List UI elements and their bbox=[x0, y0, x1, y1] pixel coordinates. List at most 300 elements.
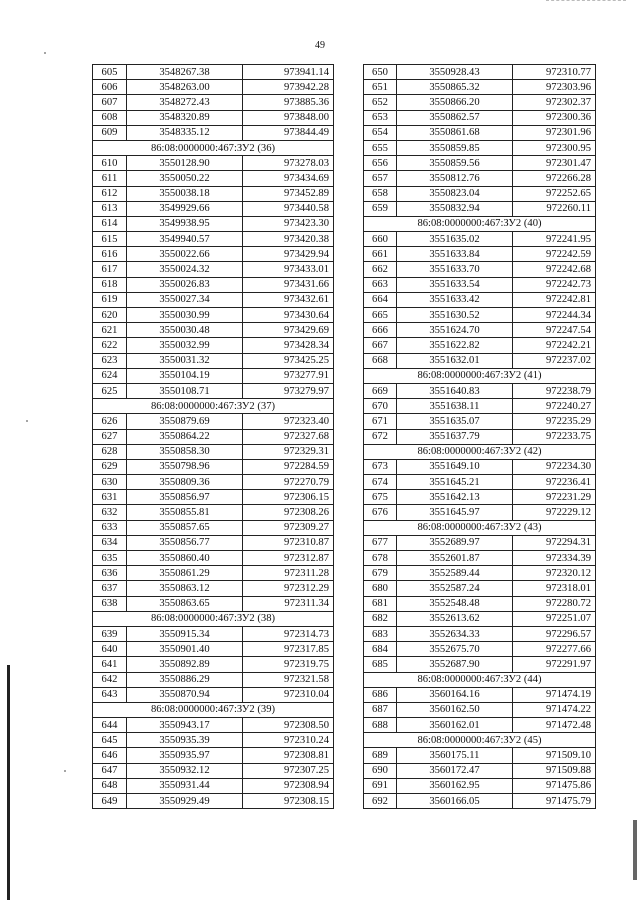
x-coordinate-cell: 3550929.49 bbox=[127, 794, 243, 809]
y-coordinate-cell: 972244.34 bbox=[513, 308, 596, 323]
x-coordinate-cell: 3550870.94 bbox=[127, 687, 243, 702]
y-coordinate-cell: 972308.15 bbox=[243, 794, 334, 809]
y-coordinate-cell: 973423.30 bbox=[243, 216, 334, 231]
point-number-cell: 669 bbox=[364, 383, 397, 398]
y-coordinate-cell: 972234.30 bbox=[513, 459, 596, 474]
y-coordinate-cell: 972231.29 bbox=[513, 490, 596, 505]
table-row bbox=[93, 110, 334, 125]
table-row bbox=[364, 247, 596, 262]
section-header-label: 86:08:0000000:467:ЗУ2 (42) bbox=[364, 444, 596, 459]
y-coordinate-cell: 972317.85 bbox=[243, 642, 334, 657]
table-row bbox=[93, 718, 334, 733]
point-number-cell: 672 bbox=[364, 429, 397, 444]
x-coordinate-cell: 3550859.56 bbox=[397, 156, 513, 171]
x-coordinate-cell: 3548263.00 bbox=[127, 80, 243, 95]
y-coordinate-cell: 973452.89 bbox=[243, 186, 334, 201]
y-coordinate-cell: 972300.36 bbox=[513, 110, 596, 125]
x-coordinate-cell: 3550031.32 bbox=[127, 353, 243, 368]
y-coordinate-cell: 973428.34 bbox=[243, 338, 334, 353]
point-number-cell: 629 bbox=[93, 459, 127, 474]
table-row bbox=[364, 110, 596, 125]
x-coordinate-cell: 3550855.81 bbox=[127, 505, 243, 520]
y-coordinate-cell: 972312.29 bbox=[243, 581, 334, 596]
table-row bbox=[93, 201, 334, 216]
point-number-cell: 674 bbox=[364, 475, 397, 490]
y-coordinate-cell: 972314.73 bbox=[243, 626, 334, 641]
y-coordinate-cell: 972311.28 bbox=[243, 566, 334, 581]
point-number-cell: 680 bbox=[364, 581, 397, 596]
section-header-row bbox=[93, 140, 334, 155]
y-coordinate-cell: 972242.81 bbox=[513, 292, 596, 307]
x-coordinate-cell: 3550038.18 bbox=[127, 186, 243, 201]
table-row bbox=[364, 95, 596, 110]
point-number-cell: 640 bbox=[93, 642, 127, 657]
table-row bbox=[93, 125, 334, 140]
table-row bbox=[364, 232, 596, 247]
page-number: 49 bbox=[315, 40, 325, 51]
x-coordinate-cell: 3550943.17 bbox=[127, 718, 243, 733]
table-row bbox=[364, 323, 596, 338]
x-coordinate-cell: 3550032.99 bbox=[127, 338, 243, 353]
y-coordinate-cell: 972306.15 bbox=[243, 490, 334, 505]
x-coordinate-cell: 3560166.05 bbox=[397, 794, 513, 809]
x-coordinate-cell: 3551635.07 bbox=[397, 414, 513, 429]
table-row bbox=[364, 186, 596, 201]
point-number-cell: 651 bbox=[364, 80, 397, 95]
point-number-cell: 676 bbox=[364, 505, 397, 520]
section-header-row bbox=[364, 216, 596, 231]
table-row bbox=[364, 262, 596, 277]
y-coordinate-cell: 973433.01 bbox=[243, 262, 334, 277]
x-coordinate-cell: 3551645.21 bbox=[397, 475, 513, 490]
y-coordinate-cell: 972334.39 bbox=[513, 551, 596, 566]
table-row bbox=[93, 444, 334, 459]
y-coordinate-cell: 972242.59 bbox=[513, 247, 596, 262]
section-header-label: 86:08:0000000:467:ЗУ2 (45) bbox=[364, 733, 596, 748]
point-number-cell: 639 bbox=[93, 626, 127, 641]
x-coordinate-cell: 3550812.76 bbox=[397, 171, 513, 186]
table-row bbox=[364, 626, 596, 641]
table-row bbox=[364, 383, 596, 398]
y-coordinate-cell: 972242.68 bbox=[513, 262, 596, 277]
table-row bbox=[93, 505, 334, 520]
x-coordinate-cell: 3560162.50 bbox=[397, 702, 513, 717]
table-row bbox=[364, 80, 596, 95]
point-number-cell: 654 bbox=[364, 125, 397, 140]
point-number-cell: 625 bbox=[93, 383, 127, 398]
point-number-cell: 663 bbox=[364, 277, 397, 292]
table-row bbox=[93, 551, 334, 566]
table-row bbox=[364, 642, 596, 657]
y-coordinate-cell: 972300.95 bbox=[513, 140, 596, 155]
section-header-label: 86:08:0000000:467:ЗУ2 (36) bbox=[93, 140, 334, 155]
y-coordinate-cell: 973277.91 bbox=[243, 368, 334, 383]
point-number-cell: 643 bbox=[93, 687, 127, 702]
point-number-cell: 679 bbox=[364, 566, 397, 581]
x-coordinate-cell: 3550886.29 bbox=[127, 672, 243, 687]
point-number-cell: 611 bbox=[93, 171, 127, 186]
point-number-cell: 630 bbox=[93, 475, 127, 490]
x-coordinate-cell: 3551635.02 bbox=[397, 232, 513, 247]
x-coordinate-cell: 3550865.32 bbox=[397, 80, 513, 95]
section-header-row bbox=[93, 399, 334, 414]
x-coordinate-cell: 3548335.12 bbox=[127, 125, 243, 140]
x-coordinate-cell: 3550798.96 bbox=[127, 459, 243, 474]
section-header-row bbox=[364, 368, 596, 383]
table-row bbox=[364, 308, 596, 323]
table-row bbox=[364, 535, 596, 550]
point-number-cell: 659 bbox=[364, 201, 397, 216]
point-number-cell: 668 bbox=[364, 353, 397, 368]
point-number-cell: 681 bbox=[364, 596, 397, 611]
section-header-row bbox=[364, 672, 596, 687]
point-number-cell: 633 bbox=[93, 520, 127, 535]
x-coordinate-cell: 3552675.70 bbox=[397, 642, 513, 657]
x-coordinate-cell: 3550901.40 bbox=[127, 642, 243, 657]
table-row bbox=[93, 672, 334, 687]
table-row bbox=[364, 338, 596, 353]
point-number-cell: 637 bbox=[93, 581, 127, 596]
x-coordinate-cell: 3551649.10 bbox=[397, 459, 513, 474]
point-number-cell: 678 bbox=[364, 551, 397, 566]
table-row bbox=[364, 140, 596, 155]
table-row bbox=[364, 490, 596, 505]
y-coordinate-cell: 972310.87 bbox=[243, 535, 334, 550]
section-header-label: 86:08:0000000:467:ЗУ2 (44) bbox=[364, 672, 596, 687]
x-coordinate-cell: 3551633.70 bbox=[397, 262, 513, 277]
table-row bbox=[364, 794, 596, 809]
x-coordinate-cell: 3550858.30 bbox=[127, 444, 243, 459]
y-coordinate-cell: 973429.69 bbox=[243, 323, 334, 338]
table-row bbox=[364, 475, 596, 490]
point-number-cell: 642 bbox=[93, 672, 127, 687]
x-coordinate-cell: 3550879.69 bbox=[127, 414, 243, 429]
x-coordinate-cell: 3551632.01 bbox=[397, 353, 513, 368]
section-header-row bbox=[93, 611, 334, 626]
x-coordinate-cell: 3560162.01 bbox=[397, 718, 513, 733]
y-coordinate-cell: 973885.36 bbox=[243, 95, 334, 110]
x-coordinate-cell: 3550030.48 bbox=[127, 323, 243, 338]
x-coordinate-cell: 3560172.47 bbox=[397, 763, 513, 778]
table-row bbox=[93, 687, 334, 702]
point-number-cell: 615 bbox=[93, 232, 127, 247]
table-row bbox=[93, 353, 334, 368]
x-coordinate-cell: 3550027.34 bbox=[127, 292, 243, 307]
point-number-cell: 622 bbox=[93, 338, 127, 353]
x-coordinate-cell: 3550864.22 bbox=[127, 429, 243, 444]
point-number-cell: 646 bbox=[93, 748, 127, 763]
point-number-cell: 606 bbox=[93, 80, 127, 95]
x-coordinate-cell: 3552613.62 bbox=[397, 611, 513, 626]
table-row bbox=[364, 596, 596, 611]
x-coordinate-cell: 3552589.44 bbox=[397, 566, 513, 581]
x-coordinate-cell: 3550832.94 bbox=[397, 201, 513, 216]
point-number-cell: 662 bbox=[364, 262, 397, 277]
y-coordinate-cell: 972260.11 bbox=[513, 201, 596, 216]
point-number-cell: 618 bbox=[93, 277, 127, 292]
table-row bbox=[93, 247, 334, 262]
x-coordinate-cell: 3560164.16 bbox=[397, 687, 513, 702]
table-row bbox=[364, 551, 596, 566]
table-row bbox=[93, 581, 334, 596]
x-coordinate-cell: 3550935.97 bbox=[127, 748, 243, 763]
point-number-cell: 636 bbox=[93, 566, 127, 581]
y-coordinate-cell: 972311.34 bbox=[243, 596, 334, 611]
x-coordinate-cell: 3550861.29 bbox=[127, 566, 243, 581]
point-number-cell: 688 bbox=[364, 718, 397, 733]
point-number-cell: 664 bbox=[364, 292, 397, 307]
point-number-cell: 686 bbox=[364, 687, 397, 702]
table-row bbox=[364, 748, 596, 763]
x-coordinate-cell: 3550861.68 bbox=[397, 125, 513, 140]
scan-speck bbox=[44, 52, 46, 54]
point-number-cell: 644 bbox=[93, 718, 127, 733]
table-row bbox=[364, 353, 596, 368]
table-row bbox=[93, 338, 334, 353]
y-coordinate-cell: 972284.59 bbox=[243, 459, 334, 474]
point-number-cell: 616 bbox=[93, 247, 127, 262]
table-row bbox=[93, 308, 334, 323]
point-number-cell: 620 bbox=[93, 308, 127, 323]
y-coordinate-cell: 972241.95 bbox=[513, 232, 596, 247]
point-number-cell: 682 bbox=[364, 611, 397, 626]
x-coordinate-cell: 3551630.52 bbox=[397, 308, 513, 323]
y-coordinate-cell: 972301.96 bbox=[513, 125, 596, 140]
section-header-label: 86:08:0000000:467:ЗУ2 (40) bbox=[364, 216, 596, 231]
y-coordinate-cell: 971509.10 bbox=[513, 748, 596, 763]
y-coordinate-cell: 972321.58 bbox=[243, 672, 334, 687]
point-number-cell: 667 bbox=[364, 338, 397, 353]
point-number-cell: 626 bbox=[93, 414, 127, 429]
point-number-cell: 661 bbox=[364, 247, 397, 262]
x-coordinate-cell: 3550823.04 bbox=[397, 186, 513, 201]
y-coordinate-cell: 972277.66 bbox=[513, 642, 596, 657]
point-number-cell: 691 bbox=[364, 778, 397, 793]
table-row bbox=[93, 262, 334, 277]
y-coordinate-cell: 972310.04 bbox=[243, 687, 334, 702]
point-number-cell: 684 bbox=[364, 642, 397, 657]
y-coordinate-cell: 973429.94 bbox=[243, 247, 334, 262]
table-row bbox=[93, 65, 334, 80]
x-coordinate-cell: 3550026.83 bbox=[127, 277, 243, 292]
table-row bbox=[364, 566, 596, 581]
point-number-cell: 671 bbox=[364, 414, 397, 429]
section-header-row bbox=[364, 444, 596, 459]
x-coordinate-cell: 3551645.97 bbox=[397, 505, 513, 520]
table-row bbox=[364, 277, 596, 292]
x-coordinate-cell: 3550935.39 bbox=[127, 733, 243, 748]
point-number-cell: 632 bbox=[93, 505, 127, 520]
point-number-cell: 656 bbox=[364, 156, 397, 171]
table-row bbox=[93, 156, 334, 171]
coordinates-table-right bbox=[363, 64, 596, 809]
x-coordinate-cell: 3548272.43 bbox=[127, 95, 243, 110]
table-row bbox=[93, 459, 334, 474]
table-row bbox=[364, 581, 596, 596]
y-coordinate-cell: 972242.21 bbox=[513, 338, 596, 353]
point-number-cell: 658 bbox=[364, 186, 397, 201]
x-coordinate-cell: 3551633.54 bbox=[397, 277, 513, 292]
point-number-cell: 607 bbox=[93, 95, 127, 110]
y-coordinate-cell: 972319.75 bbox=[243, 657, 334, 672]
y-coordinate-cell: 972270.79 bbox=[243, 475, 334, 490]
x-coordinate-cell: 3550928.43 bbox=[397, 65, 513, 80]
point-number-cell: 657 bbox=[364, 171, 397, 186]
y-coordinate-cell: 971472.48 bbox=[513, 718, 596, 733]
x-coordinate-cell: 3550859.85 bbox=[397, 140, 513, 155]
x-coordinate-cell: 3550860.40 bbox=[127, 551, 243, 566]
table-row bbox=[93, 95, 334, 110]
y-coordinate-cell: 972242.73 bbox=[513, 277, 596, 292]
table-row bbox=[93, 232, 334, 247]
x-coordinate-cell: 3551640.83 bbox=[397, 383, 513, 398]
table-row bbox=[93, 520, 334, 535]
x-coordinate-cell: 3552601.87 bbox=[397, 551, 513, 566]
y-coordinate-cell: 973430.64 bbox=[243, 308, 334, 323]
y-coordinate-cell: 973279.97 bbox=[243, 383, 334, 398]
x-coordinate-cell: 3550104.19 bbox=[127, 368, 243, 383]
x-coordinate-cell: 3550024.32 bbox=[127, 262, 243, 277]
x-coordinate-cell: 3551633.42 bbox=[397, 292, 513, 307]
x-coordinate-cell: 3548320.89 bbox=[127, 110, 243, 125]
table-row bbox=[93, 414, 334, 429]
x-coordinate-cell: 3552634.33 bbox=[397, 626, 513, 641]
point-number-cell: 648 bbox=[93, 778, 127, 793]
table-row bbox=[93, 292, 334, 307]
y-coordinate-cell: 972308.50 bbox=[243, 718, 334, 733]
table-row bbox=[93, 596, 334, 611]
y-coordinate-cell: 972303.96 bbox=[513, 80, 596, 95]
x-coordinate-cell: 3549938.95 bbox=[127, 216, 243, 231]
point-number-cell: 692 bbox=[364, 794, 397, 809]
y-coordinate-cell: 972237.02 bbox=[513, 353, 596, 368]
coordinates-table-left-body bbox=[93, 65, 334, 809]
table-row bbox=[93, 323, 334, 338]
point-number-cell: 638 bbox=[93, 596, 127, 611]
table-row bbox=[364, 156, 596, 171]
y-coordinate-cell: 972291.97 bbox=[513, 657, 596, 672]
point-number-cell: 665 bbox=[364, 308, 397, 323]
x-coordinate-cell: 3550809.36 bbox=[127, 475, 243, 490]
point-number-cell: 608 bbox=[93, 110, 127, 125]
x-coordinate-cell: 3551622.82 bbox=[397, 338, 513, 353]
y-coordinate-cell: 972301.47 bbox=[513, 156, 596, 171]
section-header-label: 86:08:0000000:467:ЗУ2 (38) bbox=[93, 611, 334, 626]
y-coordinate-cell: 973434.69 bbox=[243, 171, 334, 186]
point-number-cell: 683 bbox=[364, 626, 397, 641]
table-row bbox=[93, 535, 334, 550]
point-number-cell: 619 bbox=[93, 292, 127, 307]
x-coordinate-cell: 3551638.11 bbox=[397, 399, 513, 414]
scan-edge-bar bbox=[7, 665, 10, 900]
table-row bbox=[364, 429, 596, 444]
y-coordinate-cell: 973844.49 bbox=[243, 125, 334, 140]
x-coordinate-cell: 3550050.22 bbox=[127, 171, 243, 186]
y-coordinate-cell: 972320.12 bbox=[513, 566, 596, 581]
scan-speck bbox=[26, 420, 28, 422]
table-row bbox=[93, 794, 334, 809]
x-coordinate-cell: 3550030.99 bbox=[127, 308, 243, 323]
table-row bbox=[364, 292, 596, 307]
y-coordinate-cell: 971509.88 bbox=[513, 763, 596, 778]
table-row bbox=[93, 171, 334, 186]
y-coordinate-cell: 972312.87 bbox=[243, 551, 334, 566]
y-coordinate-cell: 972240.27 bbox=[513, 399, 596, 414]
table-row bbox=[93, 383, 334, 398]
point-number-cell: 650 bbox=[364, 65, 397, 80]
table-row bbox=[364, 414, 596, 429]
scan-edge-bar bbox=[633, 820, 637, 880]
y-coordinate-cell: 972308.94 bbox=[243, 778, 334, 793]
x-coordinate-cell: 3551642.13 bbox=[397, 490, 513, 505]
table-row bbox=[93, 186, 334, 201]
point-number-cell: 627 bbox=[93, 429, 127, 444]
y-coordinate-cell: 971475.86 bbox=[513, 778, 596, 793]
x-coordinate-cell: 3560162.95 bbox=[397, 778, 513, 793]
point-number-cell: 653 bbox=[364, 110, 397, 125]
section-header-label: 86:08:0000000:467:ЗУ2 (41) bbox=[364, 368, 596, 383]
coordinates-table-left bbox=[92, 64, 334, 809]
point-number-cell: 677 bbox=[364, 535, 397, 550]
x-coordinate-cell: 3550856.77 bbox=[127, 535, 243, 550]
x-coordinate-cell: 3551637.79 bbox=[397, 429, 513, 444]
point-number-cell: 617 bbox=[93, 262, 127, 277]
point-number-cell: 673 bbox=[364, 459, 397, 474]
y-coordinate-cell: 973432.61 bbox=[243, 292, 334, 307]
y-coordinate-cell: 973941.14 bbox=[243, 65, 334, 80]
table-row bbox=[93, 778, 334, 793]
section-header-label: 86:08:0000000:467:ЗУ2 (37) bbox=[93, 399, 334, 414]
y-coordinate-cell: 972310.77 bbox=[513, 65, 596, 80]
table-row bbox=[364, 201, 596, 216]
x-coordinate-cell: 3549929.66 bbox=[127, 201, 243, 216]
y-coordinate-cell: 973431.66 bbox=[243, 277, 334, 292]
point-number-cell: 666 bbox=[364, 323, 397, 338]
table-row bbox=[364, 657, 596, 672]
y-coordinate-cell: 972329.31 bbox=[243, 444, 334, 459]
point-number-cell: 647 bbox=[93, 763, 127, 778]
y-coordinate-cell: 972327.68 bbox=[243, 429, 334, 444]
point-number-cell: 652 bbox=[364, 95, 397, 110]
point-number-cell: 645 bbox=[93, 733, 127, 748]
point-number-cell: 605 bbox=[93, 65, 127, 80]
y-coordinate-cell: 972280.72 bbox=[513, 596, 596, 611]
table-row bbox=[364, 505, 596, 520]
point-number-cell: 628 bbox=[93, 444, 127, 459]
table-row bbox=[93, 748, 334, 763]
y-coordinate-cell: 972307.25 bbox=[243, 763, 334, 778]
x-coordinate-cell: 3550863.65 bbox=[127, 596, 243, 611]
table-row bbox=[364, 459, 596, 474]
y-coordinate-cell: 972302.37 bbox=[513, 95, 596, 110]
y-coordinate-cell: 972235.29 bbox=[513, 414, 596, 429]
table-row bbox=[364, 171, 596, 186]
x-coordinate-cell: 3548267.38 bbox=[127, 65, 243, 80]
point-number-cell: 687 bbox=[364, 702, 397, 717]
point-number-cell: 612 bbox=[93, 186, 127, 201]
point-number-cell: 660 bbox=[364, 232, 397, 247]
table-row bbox=[364, 687, 596, 702]
point-number-cell: 689 bbox=[364, 748, 397, 763]
y-coordinate-cell: 971474.19 bbox=[513, 687, 596, 702]
point-number-cell: 641 bbox=[93, 657, 127, 672]
table-row bbox=[364, 125, 596, 140]
point-number-cell: 685 bbox=[364, 657, 397, 672]
section-header-label: 86:08:0000000:467:ЗУ2 (39) bbox=[93, 702, 334, 717]
point-number-cell: 614 bbox=[93, 216, 127, 231]
x-coordinate-cell: 3550892.89 bbox=[127, 657, 243, 672]
coordinates-table-right-body bbox=[364, 65, 596, 809]
